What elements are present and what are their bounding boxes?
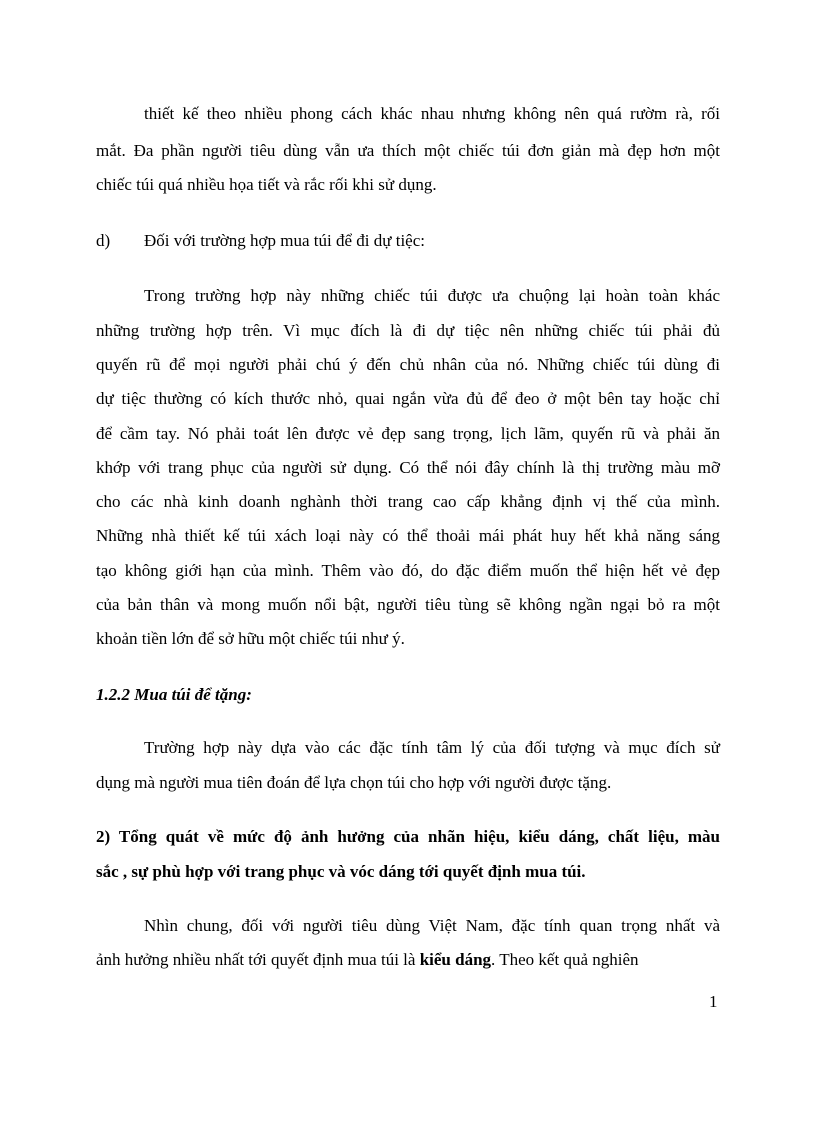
section-heading: 2) Tổng quát về mức độ ảnh hưởng của nhãn hiệu, kiểu dáng, chất liệu, màu bbox=[96, 827, 720, 846]
paragraph-line: cho các nhà kinh doanh nghành thời trang cao cấp khẳng định vị thế của mình. bbox=[96, 492, 720, 511]
paragraph-line: Trường hợp này dựa vào các đặc tính tâm lý của đối tượng và mục đích sử bbox=[144, 738, 720, 757]
paragraph-line: của bản thân và mong muốn nổi bật, người tiêu tùng sẽ không ngần ngại bỏ ra một bbox=[96, 595, 720, 614]
paragraph-line: để cầm tay. Nó phải toát lên được vẻ đẹp sang trọng, lịch lãm, quyến rũ và phải ăn bbox=[96, 424, 720, 443]
paragraph-line: khớp với trang phục của người sử dụng. Có thể nói đây chính là thị trường màu mỡ bbox=[96, 458, 720, 477]
paragraph-line: khoản tiền lớn để sở hữu một chiếc túi như ý. bbox=[96, 629, 405, 648]
emphasis-text: kiểu dáng bbox=[419, 950, 492, 969]
paragraph-line: Những nhà thiết kế túi xách loại này có thể thoải mái phát huy hết khả năng sáng bbox=[96, 526, 720, 545]
page-number: 1 bbox=[709, 992, 718, 1011]
paragraph-text: . Theo kết quả nghiên bbox=[491, 950, 639, 969]
paragraph-text: ảnh hưởng nhiều nhất tới quyết định mua túi là bbox=[96, 950, 420, 969]
list-item-text: Đối với trường hợp mua túi để đi dự tiệc: bbox=[144, 231, 425, 250]
paragraph-line: tạo không giới hạn của mình. Thêm vào đó, do đặc điểm muốn thể hiện hết vẻ đẹp bbox=[96, 561, 720, 580]
paragraph-line: những trường hợp trên. Vì mục đích là đi dự tiệc nên những chiếc túi phải đủ bbox=[96, 321, 720, 340]
paragraph-line: thiết kế theo nhiều phong cách khác nhau nhưng không nên quá rườm rà, rối bbox=[144, 104, 720, 123]
paragraph-line: dụng mà người mua tiên đoán để lựa chọn túi cho hợp với người được tặng. bbox=[96, 773, 612, 792]
list-marker: d) bbox=[96, 231, 111, 250]
paragraph-line: Trong trường hợp này những chiếc túi được ưa chuộng lại hoàn toàn khác bbox=[144, 286, 720, 305]
paragraph-line bbox=[96, 949, 639, 971]
paragraph-line: chiếc túi quá nhiều họa tiết và rắc rối khi sử dụng. bbox=[96, 175, 437, 194]
paragraph-line: Nhìn chung, đối với người tiêu dùng Việt Nam, đặc tính quan trọng nhất và bbox=[144, 916, 720, 935]
paragraph-line: quyến rũ để mọi người phải chú ý đến chủ nhân của nó. Những chiếc túi dùng đi bbox=[96, 355, 720, 374]
section-heading: sắc , sự phù hợp với trang phục và vóc dáng tới quyết định mua túi. bbox=[96, 862, 586, 881]
paragraph-line: dự tiệc thường có kích thước nhỏ, quai ngắn vừa đủ để đeo ở một bên tay hoặc chỉ bbox=[96, 389, 720, 408]
paragraph-line: mắt. Đa phần người tiêu dùng vẫn ưa thích một chiếc túi đơn giản mà đẹp hơn một bbox=[96, 141, 720, 160]
section-heading: 1.2.2 Mua túi để tặng: bbox=[96, 685, 252, 704]
